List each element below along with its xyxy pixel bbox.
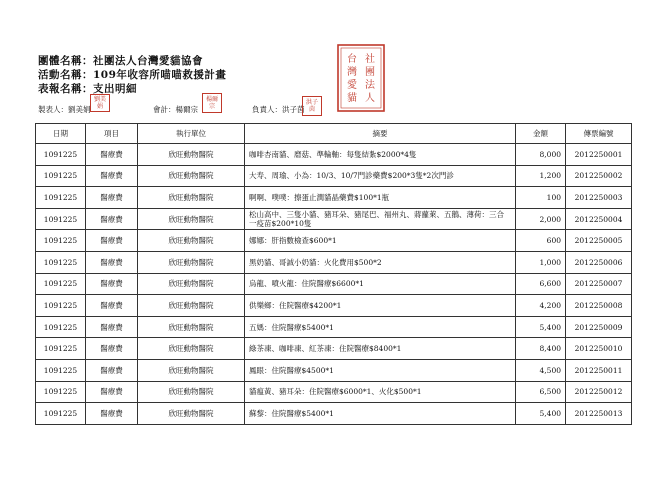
table-row [36, 295, 632, 317]
cell-voucher: 2012250013 [566, 403, 632, 425]
cell-amount: 4,200 [516, 295, 566, 317]
manager-label: 負責人：洪子茵 [252, 105, 305, 114]
header-unit: 執行單位 [138, 124, 245, 144]
cell-item: 醫療費 [86, 165, 138, 187]
cell-amount: 6,600 [516, 273, 566, 295]
cell-date: 1091225 [36, 144, 86, 166]
table-row [36, 403, 632, 425]
cell-item: 醫療費 [86, 230, 138, 252]
svg-text:灣: 灣 [347, 67, 357, 78]
cell-voucher: 2012250005 [566, 230, 632, 252]
cell-unit: 欣旺動物醫院 [138, 338, 245, 360]
cell-item: 醫療費 [86, 359, 138, 381]
svg-text:貓: 貓 [347, 93, 357, 104]
expense-detail-table [35, 123, 632, 425]
header-item: 項目 [86, 124, 138, 144]
cell-summary: 娜娜：肝指數檢查$600*1 [245, 230, 516, 252]
organization-seal-stamp [337, 44, 385, 112]
cell-date: 1091225 [36, 381, 86, 403]
cell-voucher: 2012250003 [566, 187, 632, 209]
cell-unit: 欣旺動物醫院 [138, 187, 245, 209]
manager-stamp: 洪子茵 [302, 96, 322, 116]
cell-unit: 欣旺動物醫院 [138, 144, 245, 166]
cell-item: 醫療費 [86, 403, 138, 425]
cell-voucher: 2012250009 [566, 316, 632, 338]
cell-unit: 欣旺動物醫院 [138, 316, 245, 338]
cell-voucher: 2012250002 [566, 165, 632, 187]
cell-summary: 咖啡杏南貓、磨菇、準輪軸：每隻結紮$2000*4隻 [245, 144, 516, 166]
header-amount: 金額 [516, 124, 566, 144]
header-voucher: 傳票編號 [566, 124, 632, 144]
cell-voucher: 2012250007 [566, 273, 632, 295]
cell-voucher: 2012250008 [566, 295, 632, 317]
svg-text:法: 法 [365, 80, 375, 91]
table-header-row [36, 124, 632, 144]
cell-date: 1091225 [36, 295, 86, 317]
table-row [36, 144, 632, 166]
preparer-stamp: 劉美娟 [90, 94, 110, 112]
table-row [36, 187, 632, 209]
accountant-stamp: 楊爾宗 [202, 93, 222, 113]
cell-unit: 欣旺動物醫院 [138, 403, 245, 425]
cell-summary: 大寿、周瑜、小為：10/3、10/7門診藥費$200*3隻*2次門診 [245, 165, 516, 187]
cell-amount: 5,400 [516, 316, 566, 338]
cell-date: 1091225 [36, 251, 86, 273]
table-row [36, 273, 632, 295]
cell-date: 1091225 [36, 208, 86, 230]
table-row [36, 338, 632, 360]
cell-voucher: 2012250010 [566, 338, 632, 360]
cell-date: 1091225 [36, 230, 86, 252]
header-summary: 摘要 [245, 124, 516, 144]
cell-voucher: 2012250001 [566, 144, 632, 166]
cell-item: 醫療費 [86, 295, 138, 317]
cell-voucher: 2012250011 [566, 359, 632, 381]
activity-name: 活動名稱：109年收容所喵喵救援計畫 [38, 69, 227, 81]
table-row [36, 165, 632, 187]
cell-unit: 欣旺動物醫院 [138, 208, 245, 230]
cell-voucher: 2012250004 [566, 208, 632, 230]
cell-summary: 烏龍、噴火龍：住院醫療$6600*1 [245, 273, 516, 295]
cell-summary: 五媽：住院醫療$5400*1 [245, 316, 516, 338]
cell-item: 醫療費 [86, 208, 138, 230]
cell-date: 1091225 [36, 403, 86, 425]
cell-date: 1091225 [36, 187, 86, 209]
table-row [36, 208, 632, 230]
cell-date: 1091225 [36, 338, 86, 360]
table-row [36, 359, 632, 381]
cell-unit: 欣旺動物醫院 [138, 251, 245, 273]
table-row [36, 381, 632, 403]
cell-unit: 欣旺動物醫院 [138, 381, 245, 403]
cell-summary: 供樂鄉：住院醫療$4200*1 [245, 295, 516, 317]
cell-amount: 2,000 [516, 208, 566, 230]
cell-summary: 松山高中、三隻小貓、豬耳朵、豬尾巴、福州丸、蔣蘿萊、五鵝、薄荷：三合一疫苗$200*10隻 [245, 208, 516, 230]
svg-text:愛: 愛 [347, 80, 357, 91]
cell-amount: 5,400 [516, 403, 566, 425]
cell-voucher: 2012250006 [566, 251, 632, 273]
cell-item: 醫療費 [86, 144, 138, 166]
cell-voucher: 2012250012 [566, 381, 632, 403]
cell-amount: 4,500 [516, 359, 566, 381]
svg-text:社: 社 [365, 54, 375, 65]
cell-amount: 8,400 [516, 338, 566, 360]
cell-amount: 100 [516, 187, 566, 209]
cell-unit: 欣旺動物醫院 [138, 295, 245, 317]
cell-date: 1091225 [36, 165, 86, 187]
cell-summary: 綠茶凍、咖啡凍、紅茶凍：住院醫療$8400*1 [245, 338, 516, 360]
report-name: 表報名稱：支出明細 [38, 83, 137, 95]
cell-item: 醫療費 [86, 338, 138, 360]
accountant-label: 會計：楊爾宗 [153, 105, 198, 114]
cell-amount: 6,500 [516, 381, 566, 403]
cell-date: 1091225 [36, 316, 86, 338]
cell-unit: 欣旺動物醫院 [138, 165, 245, 187]
table-row [36, 251, 632, 273]
cell-item: 醫療費 [86, 251, 138, 273]
document-header [38, 54, 226, 96]
table-row [36, 316, 632, 338]
svg-text:團: 團 [365, 67, 375, 78]
cell-item: 醫療費 [86, 187, 138, 209]
cell-summary: 鳳眼：住院醫療$4500*1 [245, 359, 516, 381]
cell-amount: 1,000 [516, 251, 566, 273]
svg-text:人: 人 [365, 93, 375, 104]
cell-item: 醫療費 [86, 381, 138, 403]
cell-summary: 蘇黎：住院醫療$5400*1 [245, 403, 516, 425]
cell-summary: 貓瘟黃、豬耳朵：住院醫療$6000*1、火化$500*1 [245, 381, 516, 403]
organization-name: 團體名稱：社團法人台灣愛貓協會 [38, 55, 203, 67]
cell-summary: 黑奶貓、哥誠小奶貓：火化費用$500*2 [245, 251, 516, 273]
cell-amount: 8,000 [516, 144, 566, 166]
cell-date: 1091225 [36, 273, 86, 295]
cell-unit: 欣旺動物醫院 [138, 273, 245, 295]
table-row [36, 230, 632, 252]
header-date: 日期 [36, 124, 86, 144]
cell-amount: 1,200 [516, 165, 566, 187]
cell-item: 醫療費 [86, 316, 138, 338]
svg-text:台: 台 [347, 54, 357, 65]
preparer-label: 製表人：劉美娟 [38, 105, 91, 114]
cell-unit: 欣旺動物醫院 [138, 230, 245, 252]
cell-item: 醫療費 [86, 273, 138, 295]
cell-summary: 啊啊、噗噗：擦蛋止潤貓晶藥費$100*1瓶 [245, 187, 516, 209]
cell-date: 1091225 [36, 359, 86, 381]
signature-row [38, 104, 628, 116]
cell-unit: 欣旺動物醫院 [138, 359, 245, 381]
cell-amount: 600 [516, 230, 566, 252]
